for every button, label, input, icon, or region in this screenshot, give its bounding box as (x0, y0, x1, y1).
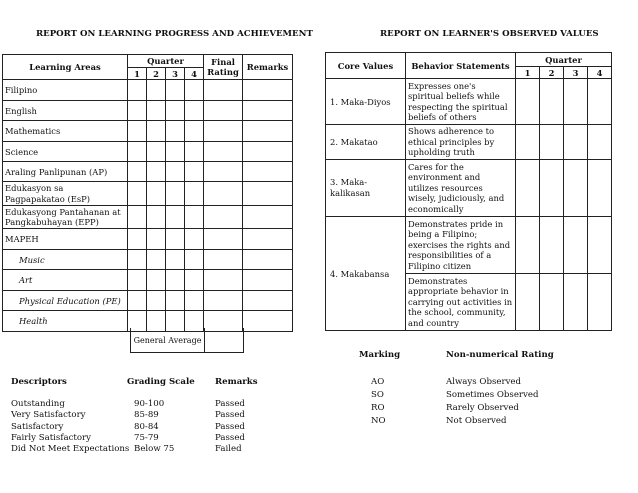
rating-cell[interactable] (564, 79, 588, 125)
final-rating-cell[interactable] (204, 182, 243, 206)
grade-cell[interactable] (185, 291, 204, 311)
remarks-cell[interactable] (243, 311, 293, 332)
header-remarks: Remarks (243, 55, 293, 80)
remarks-cell[interactable] (243, 121, 293, 142)
grade-cell[interactable] (147, 229, 166, 250)
marking-heading: Marking (359, 350, 401, 360)
core-value-makatao: 2. Makatao (326, 125, 406, 160)
grade-cell[interactable] (166, 142, 185, 162)
grade-cell[interactable] (166, 270, 185, 291)
table-row (3, 291, 293, 311)
grade-cell[interactable] (185, 250, 204, 270)
descriptor-label: Very Satisfactory (11, 410, 86, 420)
grading-scale-value: 90-100 (134, 399, 165, 409)
remark-value: Passed (215, 422, 245, 432)
marking-code: SO (371, 390, 384, 400)
grade-cell[interactable] (185, 182, 204, 206)
grade-cell[interactable] (128, 162, 147, 182)
area-esp: Edukasyon sa Pagpapakatao (EsP) (3, 182, 128, 206)
grade-cell[interactable] (166, 121, 185, 142)
area-epp: Edukasyong Pantahanan at Pangkabuhayan (EPP) (3, 206, 128, 229)
core-value-maka-kalikasan: 3. Maka-kalikasan (326, 160, 406, 217)
remark-value: Failed (215, 444, 242, 454)
grade-cell[interactable] (185, 229, 204, 250)
header-learning-areas: Learning Areas (3, 55, 128, 80)
grade-cell[interactable] (147, 101, 166, 121)
general-average-label: General Average (133, 336, 202, 345)
area-health: Health (3, 311, 128, 332)
rating-cell[interactable] (588, 79, 612, 125)
header-q4: 4 (588, 67, 612, 79)
remarks-cell[interactable] (243, 182, 293, 206)
table-row (3, 206, 293, 229)
final-rating-cell[interactable] (204, 229, 243, 250)
left-report-title: REPORT ON LEARNING PROGRESS AND ACHIEVEMENT (36, 29, 313, 39)
final-rating-cell[interactable] (204, 250, 243, 270)
descriptor-label: Satisfactory (11, 422, 64, 432)
grade-cell[interactable] (128, 270, 147, 291)
remarks-cell[interactable] (243, 229, 293, 250)
core-value-makabansa: 4. Makabansa (326, 217, 406, 331)
remarks-cell[interactable] (243, 142, 293, 162)
general-average-divider (204, 328, 205, 352)
descriptors-heading: Descriptors (11, 377, 67, 387)
grade-cell[interactable] (147, 291, 166, 311)
header-core-values: Core Values (326, 53, 406, 79)
remark-value: Passed (215, 399, 245, 409)
rating-cell[interactable] (516, 274, 540, 331)
grade-cell[interactable] (128, 142, 147, 162)
header-q1: 1 (128, 68, 147, 80)
header-q4: 4 (185, 68, 204, 80)
table-row (326, 79, 612, 125)
descriptor-label: Did Not Meet Expectations (11, 444, 130, 454)
grade-cell[interactable] (147, 182, 166, 206)
behavior-statement: Expresses one's spiritual beliefs while respecting the spiritual beliefs of others (406, 79, 516, 125)
remarks-cell[interactable] (243, 80, 293, 101)
behavior-statement: Demonstrates appropriate behavior in carrying out activities in the school, community, and country (406, 274, 516, 331)
header-q2: 2 (540, 67, 564, 79)
final-rating-cell[interactable] (204, 206, 243, 229)
grade-cell[interactable] (166, 206, 185, 229)
grade-cell[interactable] (185, 80, 204, 101)
rating-cell[interactable] (588, 125, 612, 160)
remarks-cell[interactable] (243, 206, 293, 229)
grade-cell[interactable] (185, 101, 204, 121)
remarks-heading: Remarks (215, 377, 258, 387)
table-row (326, 125, 612, 160)
header-final-rating: Final Rating (204, 55, 243, 80)
final-rating-cell[interactable] (204, 270, 243, 291)
rating-cell[interactable] (588, 160, 612, 217)
rating-cell[interactable] (540, 274, 564, 331)
grade-cell[interactable] (185, 142, 204, 162)
marking-meaning: Not Observed (446, 416, 507, 426)
grade-cell[interactable] (128, 80, 147, 101)
grading-scale-value: 75-79 (134, 433, 159, 443)
marking-meaning: Sometimes Observed (446, 390, 539, 400)
remarks-cell[interactable] (243, 270, 293, 291)
grade-cell[interactable] (166, 291, 185, 311)
grade-cell[interactable] (128, 121, 147, 142)
area-english: English (3, 101, 128, 121)
observed-values-table (325, 52, 612, 331)
final-rating-cell[interactable] (204, 162, 243, 182)
table-row (3, 121, 293, 142)
rating-cell[interactable] (516, 125, 540, 160)
non-numerical-rating-heading: Non-numerical Rating (446, 350, 554, 360)
area-ap: Araling Panlipunan (AP) (3, 162, 128, 182)
grade-cell[interactable] (166, 80, 185, 101)
grade-cell[interactable] (147, 250, 166, 270)
grade-cell[interactable] (166, 250, 185, 270)
header-q3: 3 (166, 68, 185, 80)
grade-cell[interactable] (185, 206, 204, 229)
final-rating-cell[interactable] (204, 101, 243, 121)
grading-scale-value: Below 75 (134, 444, 175, 454)
final-rating-cell[interactable] (204, 142, 243, 162)
learning-progress-table (2, 54, 293, 332)
grade-cell[interactable] (128, 229, 147, 250)
header-behavior-statements: Behavior Statements (406, 53, 516, 79)
grade-cell[interactable] (128, 182, 147, 206)
descriptor-label: Fairly Satisfactory (11, 433, 92, 443)
rating-cell[interactable] (516, 160, 540, 217)
table-row (3, 250, 293, 270)
table-row (326, 217, 612, 274)
grade-cell[interactable] (185, 162, 204, 182)
marking-meaning: Rarely Observed (446, 403, 519, 413)
grade-cell[interactable] (147, 162, 166, 182)
header-quarter: Quarter (128, 55, 204, 68)
area-pe: Physical Education (PE) (3, 291, 128, 311)
rating-cell[interactable] (564, 125, 588, 160)
rating-cell[interactable] (540, 160, 564, 217)
final-rating-cell[interactable] (204, 121, 243, 142)
grade-cell[interactable] (166, 162, 185, 182)
area-mathematics: Mathematics (3, 121, 128, 142)
table-row (3, 270, 293, 291)
marking-code: AO (371, 377, 385, 387)
header-q3: 3 (564, 67, 588, 79)
grade-cell[interactable] (147, 206, 166, 229)
area-science: Science (3, 142, 128, 162)
table-row (3, 80, 293, 101)
remarks-cell[interactable] (243, 291, 293, 311)
rating-cell[interactable] (588, 274, 612, 331)
behavior-statement: Cares for the environment and utilizes resources wisely, judiciously, and economically (406, 160, 516, 217)
area-mapeh: MAPEH (3, 229, 128, 250)
remark-value: Passed (215, 433, 245, 443)
grading-scale-heading: Grading Scale (127, 377, 195, 387)
descriptor-label: Outstanding (11, 399, 65, 409)
table-row (3, 101, 293, 121)
grade-cell[interactable] (147, 270, 166, 291)
remarks-cell[interactable] (243, 162, 293, 182)
grading-scale-value: 85-89 (134, 410, 159, 420)
rating-cell[interactable] (564, 217, 588, 274)
grade-cell[interactable] (166, 229, 185, 250)
header-quarter: Quarter (516, 53, 612, 67)
remarks-cell[interactable] (243, 101, 293, 121)
grade-cell[interactable] (128, 291, 147, 311)
behavior-statement: Shows adherence to ethical principles by upholding truth (406, 125, 516, 160)
grade-cell[interactable] (128, 206, 147, 229)
rating-cell[interactable] (540, 217, 564, 274)
rating-cell[interactable] (588, 217, 612, 274)
core-value-maka-diyos: 1. Maka-Diyos (326, 79, 406, 125)
grade-cell[interactable] (185, 121, 204, 142)
grade-cell[interactable] (166, 182, 185, 206)
remarks-cell[interactable] (243, 250, 293, 270)
rating-cell[interactable] (516, 217, 540, 274)
marking-meaning: Always Observed (446, 377, 522, 387)
grade-cell[interactable] (147, 121, 166, 142)
grading-scale-value: 80-84 (134, 422, 159, 432)
rating-cell[interactable] (540, 79, 564, 125)
grade-cell[interactable] (185, 270, 204, 291)
rating-cell[interactable] (540, 125, 564, 160)
right-report-title: REPORT ON LEARNER'S OBSERVED VALUES (380, 29, 599, 39)
area-filipino: Filipino (3, 80, 128, 101)
header-q1: 1 (516, 67, 540, 79)
rating-cell[interactable] (564, 160, 588, 217)
grade-cell[interactable] (128, 250, 147, 270)
table-row (3, 182, 293, 206)
area-music: Music (3, 250, 128, 270)
area-art: Art (3, 270, 128, 291)
general-average-box (130, 328, 244, 353)
table-row (3, 229, 293, 250)
header-q2: 2 (147, 68, 166, 80)
table-row (3, 142, 293, 162)
behavior-statement: Demonstrates pride in being a Filipino; exercises the rights and responsibilities of a Filipino citizen (406, 217, 516, 274)
marking-code: NO (371, 416, 386, 426)
grade-cell[interactable] (147, 142, 166, 162)
grade-cell[interactable] (128, 101, 147, 121)
table-row (3, 162, 293, 182)
grade-cell[interactable] (166, 101, 185, 121)
final-rating-cell[interactable] (204, 80, 243, 101)
grade-cell[interactable] (147, 80, 166, 101)
table-row (326, 160, 612, 217)
rating-cell[interactable] (564, 274, 588, 331)
remark-value: Passed (215, 410, 245, 420)
marking-code: RO (371, 403, 385, 413)
final-rating-cell[interactable] (204, 291, 243, 311)
rating-cell[interactable] (516, 79, 540, 125)
